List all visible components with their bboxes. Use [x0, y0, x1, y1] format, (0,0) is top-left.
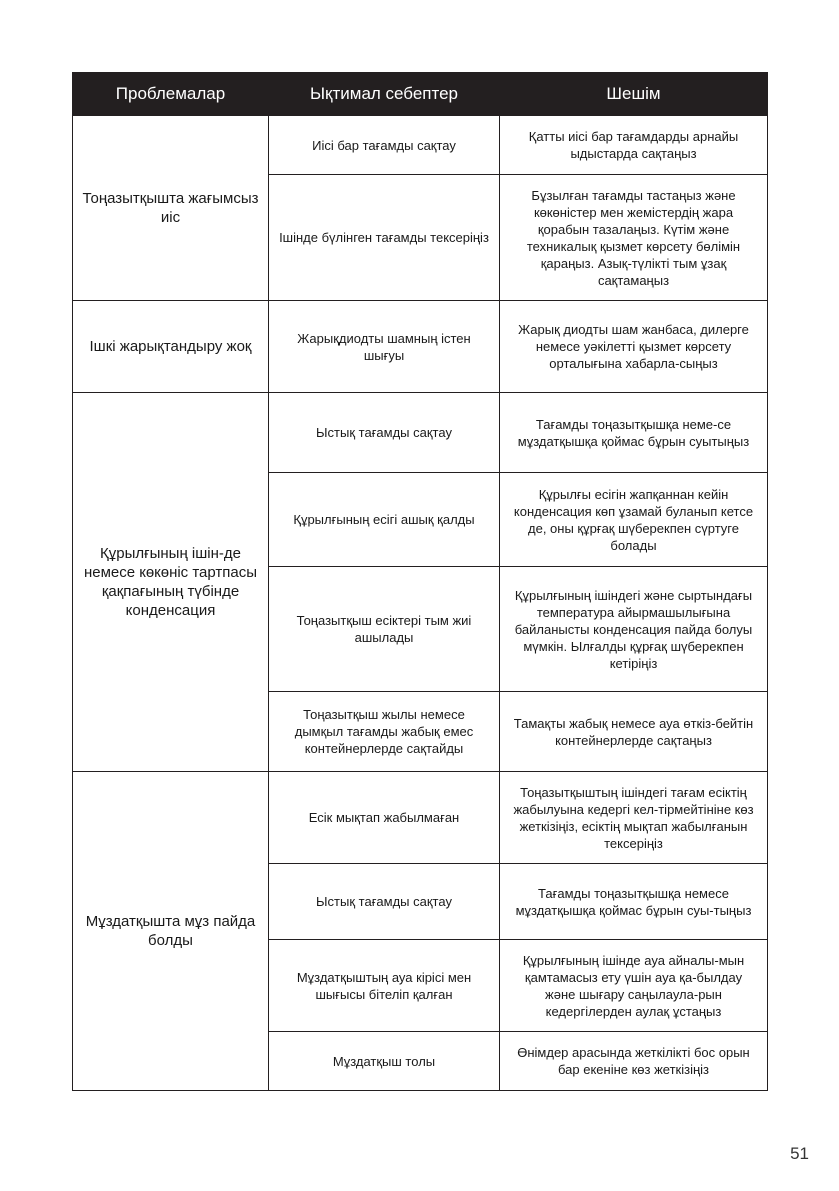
- problem-cell: Мұздатқышта мұз пайда болды: [73, 772, 269, 1091]
- table-row: [73, 772, 768, 864]
- header-causes: Ықтимал себептер: [269, 73, 500, 116]
- solution-cell: Құрылғы есігін жапқаннан кейін конденсация көп ұзамай буланып кетсе де, оны құрғақ шүберекпен сүртуге болады: [500, 473, 768, 567]
- solution-cell: Тоңазытқыштың ішіндегі тағам есіктің жабылуына кедергі кел-тірмейтініне көз жеткізіңіз, есіктің мықтап жабылғанын тексеріңіз: [500, 772, 768, 864]
- cause-cell: Есік мықтап жабылмаған: [269, 772, 500, 864]
- solution-cell: Құрылғының ішінде ауа айналы-мын қамтамасыз ету үшін ауа қа-былдау және шығару саңылаула-рын кедергілерден аулақ ұстаңыз: [500, 940, 768, 1032]
- cause-cell: Жарықдиодты шамның істен шығуы: [269, 301, 500, 393]
- cause-cell: Иісі бар тағамды сақтау: [269, 116, 500, 175]
- problem-cell: Тоңазытқышта жағымсыз иіс: [73, 116, 269, 301]
- solution-cell: Тағамды тоңазытқышқа немесе мұздатқышқа қоймас бұрын суы-тыңыз: [500, 864, 768, 940]
- page-number: 51: [790, 1144, 809, 1163]
- cause-cell: Тоңазытқыш жылы немесе дымқыл тағамды жабық емес контейнерлерде сақтайды: [269, 692, 500, 772]
- header-problems: Проблемалар: [73, 73, 269, 116]
- solution-cell: Қатты иісі бар тағамдарды арнайы ыдыстарда сақтаңыз: [500, 116, 768, 175]
- table-row: [73, 393, 768, 473]
- cause-cell: Ыстық тағамды сақтау: [269, 393, 500, 473]
- solution-cell: Тағамды тоңазытқышқа неме-се мұздатқышқа қоймас бұрын суытыңыз: [500, 393, 768, 473]
- problem-cell: Құрылғының ішін-де немесе көкөніс тартпасы қақпағының түбінде конденсация: [73, 393, 269, 772]
- cause-cell: Құрылғының есігі ашық қалды: [269, 473, 500, 567]
- cause-cell: Мұздатқыштың ауа кірісі мен шығысы бітеліп қалған: [269, 940, 500, 1032]
- table-row: [73, 116, 768, 175]
- table-row: [73, 301, 768, 393]
- cause-cell: Тоңазытқыш есіктері тым жиі ашылады: [269, 567, 500, 692]
- header-solution: Шешім: [500, 73, 768, 116]
- solution-cell: Құрылғының ішіндегі және сыртындағы температура айырмашылығына байланысты конденсация пайда болуы мүмкін. Ылғалды құрғақ шүберекпен кетіріңіз: [500, 567, 768, 692]
- problem-cell: Ішкі жарықтандыру жоқ: [73, 301, 269, 393]
- table-header-row: [73, 73, 768, 116]
- cause-cell: Ыстық тағамды сақтау: [269, 864, 500, 940]
- solution-cell: Жарық диодты шам жанбаса, дилерге немесе уәкілетті қызмет көрсету орталығына хабарла-сыңыз: [500, 301, 768, 393]
- cause-cell: Мұздатқыш толы: [269, 1032, 500, 1091]
- cause-cell: Ішінде бүлінген тағамды тексеріңіз: [269, 175, 500, 301]
- troubleshooting-table: [72, 72, 768, 1091]
- solution-cell: Тамақты жабық немесе ауа өткіз-бейтін контейнерлерде сақтаңыз: [500, 692, 768, 772]
- solution-cell: Бұзылған тағамды тастаңыз және көкөністер мен жемістердің жара қорабын тазалаңыз. Күтім және техникалық қызмет көрсету бөлімін қараңыз. Азық-түлікті тым ұзақ сақтамаңыз: [500, 175, 768, 301]
- solution-cell: Өнімдер арасында жеткілікті бос орын бар екеніне көз жеткізіңіз: [500, 1032, 768, 1091]
